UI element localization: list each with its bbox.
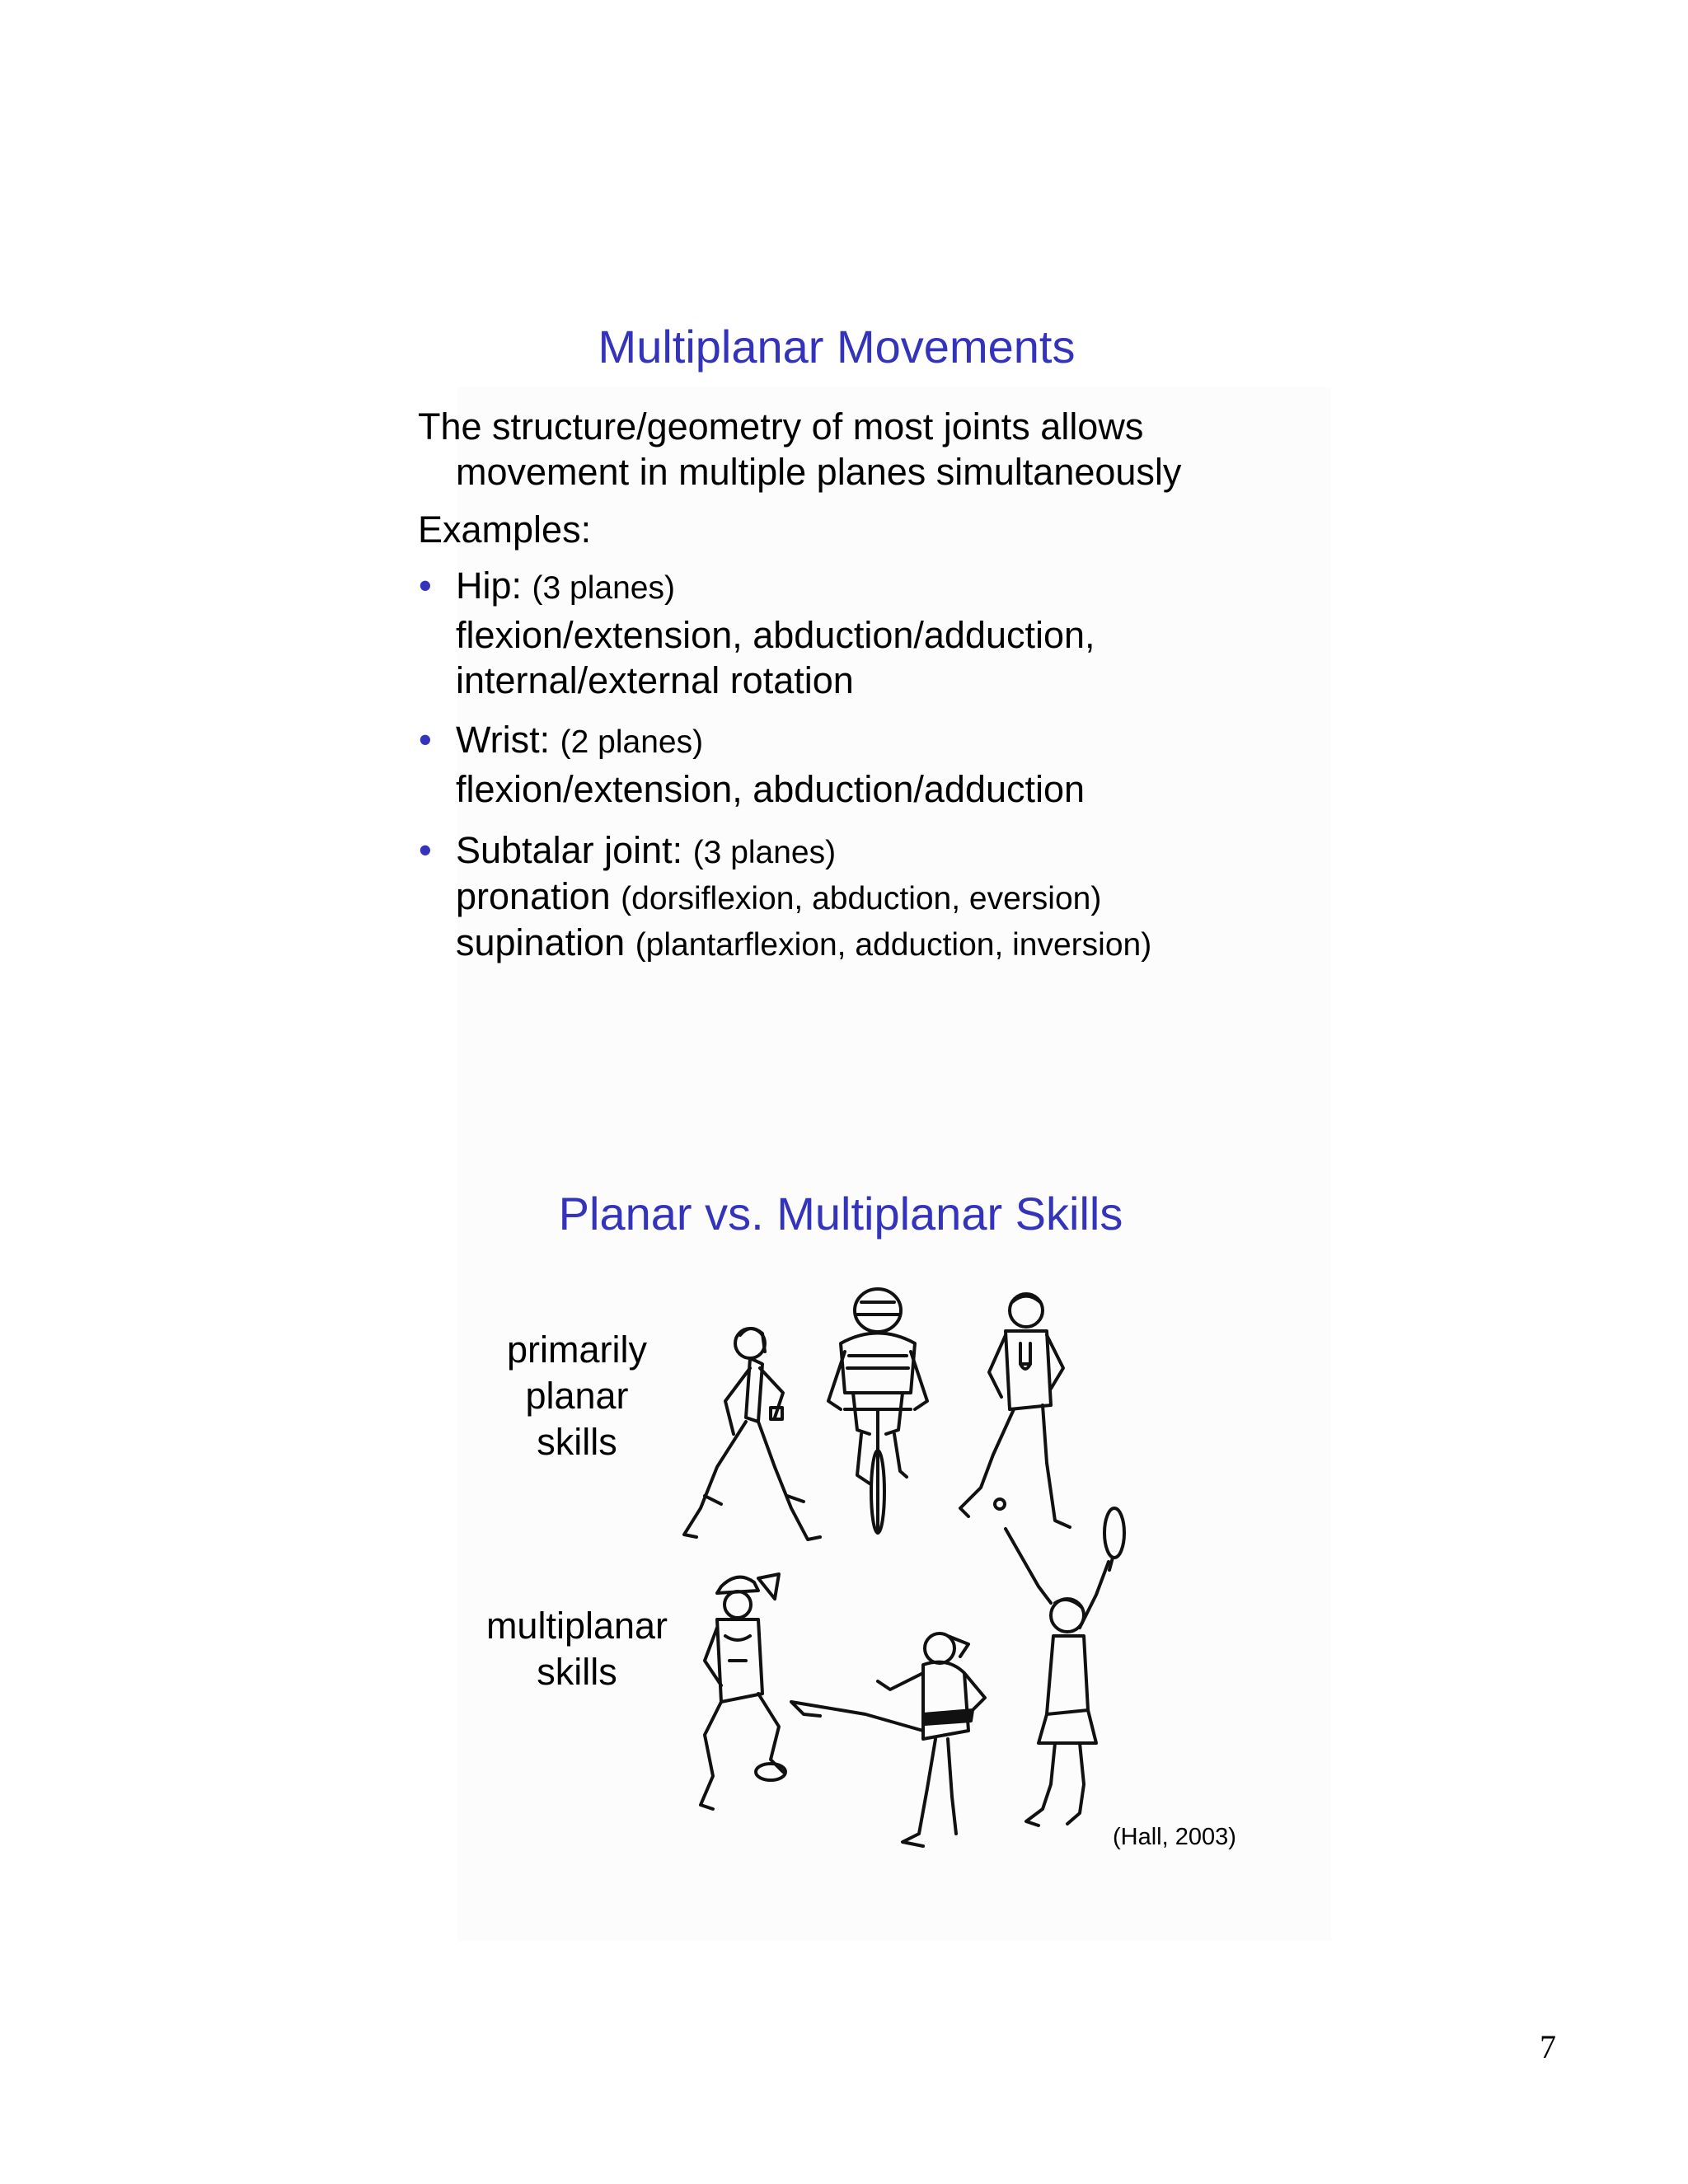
cyclist-illustration [824,1286,931,1541]
examples-label: Examples: [418,509,592,551]
planar-label-line-2: planar [525,1375,629,1417]
slide2-title: Planar vs. Multiplanar Skills [558,1188,1123,1240]
wrist-planes: (2 planes) [560,724,704,760]
supination-line [456,920,1151,968]
hip-line-2: internal/external rotation [456,659,854,701]
multiplanar-label-line-1: multiplanar [485,1605,668,1647]
wrist-name: Wrist: [456,719,551,761]
hip-line-1: flexion/extension, abduction/adduction, [456,614,1095,656]
hip-name: Hip: [456,565,523,607]
page-number: 7 [1540,2028,1556,2065]
bullet-marker: • [419,565,432,607]
slide1-title: Multiplanar Movements [598,321,1076,373]
pronation-line [456,874,1101,921]
pronation-detail: (dorsiflexion, abduction, eversion) [621,881,1102,916]
image-credit: (Hall, 2003) [1113,1824,1236,1850]
pronation-term: pronation [456,875,611,917]
wrist-item [419,717,704,765]
subtalar-planes: (3 planes) [692,835,837,870]
baseball-pitcher-illustration [688,1570,795,1834]
supination-term: supination [456,921,626,963]
multiplanar-label-line-2: skills [537,1651,617,1693]
wrist-line-1: flexion/extension, abduction/adduction [456,768,1085,810]
bullet-marker: • [419,829,432,871]
intro-line-2: movement in multiple planes simultaneously [456,451,1182,493]
intro-line-1: The structure/geometry of most joints allows [418,405,1144,448]
planar-label-line-3: skills [537,1421,617,1463]
subtalar-item [419,827,837,875]
hip-planes: (3 planes) [532,570,675,606]
multiplanar-skills-label [474,1603,680,1695]
planar-label-line-1: primarily [506,1329,647,1371]
martial-artist-kick-illustration [783,1624,1006,1854]
walking-figure-illustration [668,1319,832,1549]
planar-skills-label [486,1327,668,1465]
supination-detail: (plantarflexion, adduction, inversion) [635,927,1152,963]
bullet-marker: • [419,719,432,761]
hip-item [419,563,675,611]
subtalar-name: Subtalar joint: [456,829,683,871]
tennis-player-illustration [989,1496,1129,1834]
